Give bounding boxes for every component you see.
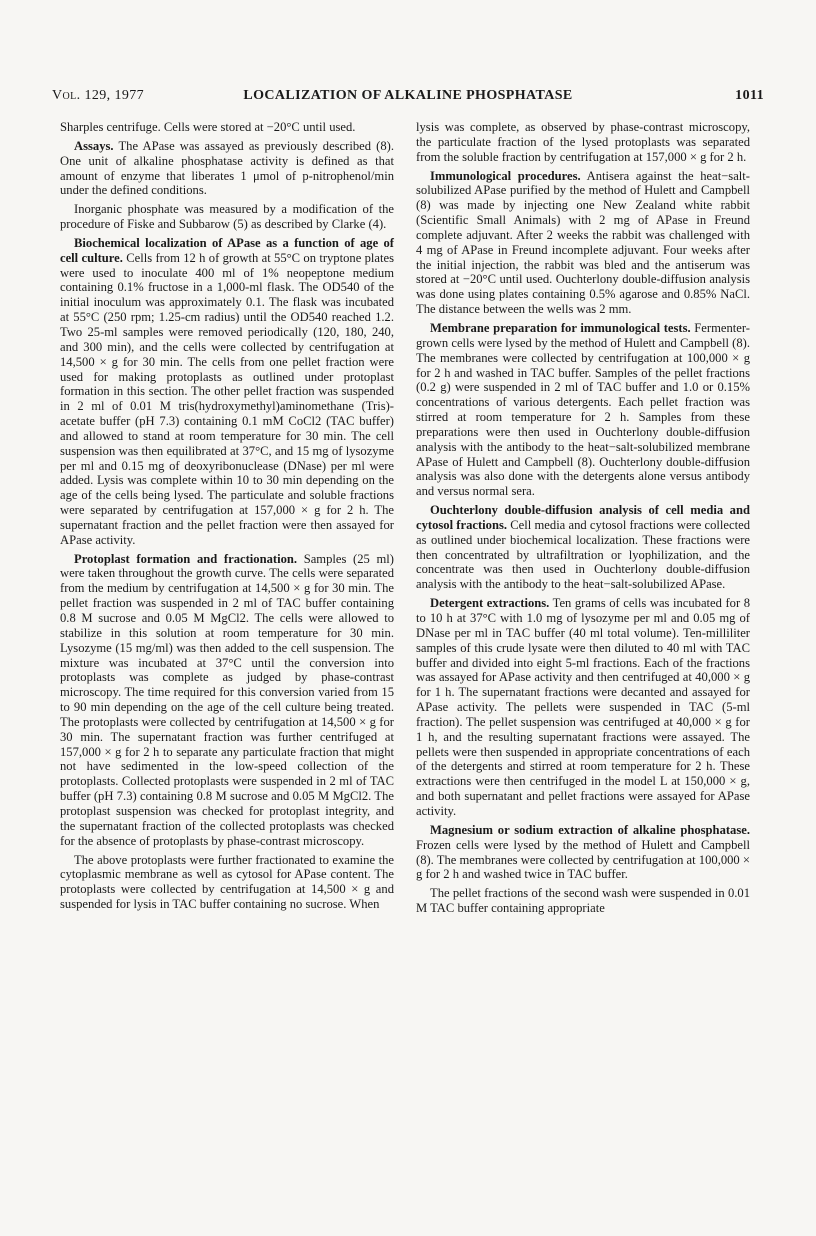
paragraph-text: Cell media and cytosol fractions were collected as outlined under biochemical localization. These fractions were then concentrated by ultrafiltration or lyophilization, and the concentrate was then used in Ouchterlony double-diffusion analysis with the antibody to the heat−salt-solubilized APase. [416, 517, 750, 592]
paragraph-text: The above protoplasts were further fractionated to examine the cytoplasmic membrane as well as cytosol for APase content. The protoplasts were collected by centrifugation at 14,500 × g and suspended for lysis in TAC buffer containing no sucrose. When [60, 852, 394, 912]
paragraph [416, 886, 750, 916]
paragraph-heading: Biochemical localization of APase as a function of age of cell culture. [60, 235, 394, 265]
paragraph-text: The APase was assayed as previously described (8). One unit of alkaline phosphatase activity is defined as that amount of enzyme that liberates 1 μmol of p-nitrophenol/min under the defined conditions. [60, 138, 394, 198]
paragraph-text: Antisera against the heat−salt-solubilized APase purified by the method of Hulett and Campbell (8) was made by injecting one New Zealand white rabbit (Scientific Small Animals) with 2 mg of APase in Freund complete adjuvant. After 2 weeks the rabbit was challenged with 4 mg of APase in Freund incomplete adjuvant. Four weeks after the initial injection, the rabbit was bled and the antiserum was stored at −20°C until used. Ouchterlony double-diffusion analysis was done using plates containing 0.5% agarose and 0.85% NaCl. The distance between the wells was 2 mm. [416, 168, 750, 317]
running-title: LOCALIZATION OF ALKALINE PHOSPHATASE [243, 88, 573, 103]
paragraph [416, 823, 750, 882]
paragraph [60, 552, 394, 849]
paragraph-heading: Detergent extractions. [430, 596, 550, 611]
paragraph-text: Sharples centrifuge. Cells were stored at −20°C until used. [60, 120, 356, 134]
paragraph [416, 503, 750, 592]
paragraph [60, 236, 394, 548]
paragraph-heading: Immunological procedures. [430, 168, 581, 183]
paragraph-heading: Ouchterlony double-diffusion analysis of cell media and cytosol fractions. [416, 503, 750, 532]
paragraph-text: Cells from 12 h of growth at 55°C on tryptone plates were used to inoculate 400 ml of 1% neopeptone medium containing 0.1% fructose in a 1,000-ml flask. The OD540 of the initial inoculum was approximately 0.1. The flask was incubated at 55°C (250 rpm; 1.25-cm radius) until the OD540 reached 1.2. Two 25-ml samples were removed periodically (120, 180, 240, and 300 min), and the cells were collected by centrifugation at 14,500 × g for 30 min. The cells from one pellet fraction were used for making protoplasts as outlined under protoplast formation in this section. The other pellet fraction was suspended in 2 ml of 0.01 M tris(hydroxymethyl)aminomethane (Tris)-acetate buffer (pH 7.3) containing 0.1 mM CoCl2 (TAC buffer) and allowed to stand at room temperature for 30 min. The cell suspension was then equilibrated at 37°C, and 15 mg of lysozyme per ml and 0.15 mg of deoxyribonuclease (DNase) per ml were added. Lysis was complete within 10 to 30 min depending on the age of the cells being lysed. The particulate and soluble fractions were separated by centrifugation at 157,000 × g for 2 h. The supernatant fraction and the pellet fraction were then assayed for APase activity. [60, 250, 394, 547]
paragraph-heading: Magnesium or sodium extraction of alkaline phosphatase. [430, 822, 750, 837]
page-number: 1011 [735, 88, 764, 103]
paragraph [416, 321, 750, 499]
paragraph-text: Fermenter-grown cells were lysed by the method of Hulett and Campbell (8). The membranes were collected by centrifugation at 100,000 × g for 2 h and washed in TAC buffer. Samples of the pellet fractions (0.2 g) were suspended in 2 ml of TAC buffer and 1.0 or 0.15% concentrations of various detergents. Each pellet fraction was stirred at room temperature for 2 h. Samples from these preparations were then used in Ouchterlony double-diffusion analysis with the antibody to the heat−salt-solubilized membrane APase of Hulett and Campbell (8). Ouchterlony double-diffusion analysis was also done with the detergents alone versus antibody and versus normal sera. [416, 320, 750, 499]
right-column [416, 120, 750, 920]
paragraph [60, 120, 394, 135]
paragraph [60, 853, 394, 912]
paragraph-heading: Protoplast formation and fractionation. [74, 551, 298, 566]
paragraph-text: The pellet fractions of the second wash were suspended in 0.01 M TAC buffer containing appropriate [416, 886, 750, 916]
paragraph [416, 169, 750, 317]
paragraph [416, 596, 750, 819]
paragraph-heading: Membrane preparation for immunological tests. [430, 320, 691, 335]
paragraph [60, 139, 394, 198]
paragraph [416, 120, 750, 165]
paragraph-text: lysis was complete, as observed by phase-contrast microscopy, the particulate fraction of the lysed protoplasts was separated from the soluble fraction by centrifugation at 157,000 × g for 2 h. [416, 120, 750, 164]
paragraph-text: Samples (25 ml) were taken throughout the growth curve. The cells were separated from the medium by centrifugation at 14,500 × g for 30 min. The pellet fraction was suspended in 2 ml of TAC buffer containing 0.8 M sucrose and 0.05 M MgCl2. The cells were allowed to stabilize in this solution at room temperature for 30 min. Lysozyme (15 mg/ml) was then added to the cell suspension. The mixture was incubated at 37°C until the conversion into protoplasts was complete as judged by phase-contrast microscopy. The time required for this conversion varied from 15 to 90 min depending on the age of the cell culture being treated. The protoplasts were collected by centrifugation at 14,500 × g for 30 min. The supernatant fraction was further centrifuged at 157,000 × g for 2 h to separate any particulate fraction that might not have sedimented in the low-speed collection of the protoplasts. Collected protoplasts were suspended in 2 ml of TAC buffer (pH 7.3) containing 0.8 M sucrose and 0.05 M MgCl2. The protoplast suspension was checked for protoplast integrity, and the supernatant fraction of the collected protoplasts was checked for the absence of protoplasts by phase-contrast microscopy. [60, 551, 394, 848]
paragraph-heading: Assays. [74, 138, 114, 153]
paragraph-text: Inorganic phosphate was measured by a modification of the procedure of Fiske and Subbarow (5) as described by Clarke (4). [60, 202, 394, 232]
paragraph-text: Frozen cells were lysed by the method of Hulett and Campbell (8). The membranes were collected by centrifugation at 100,000 × g for 2 h and washed twice in TAC buffer. [416, 837, 750, 882]
running-header [52, 88, 764, 110]
paragraph-text: Ten grams of cells was incubated for 8 to 10 h at 37°C with 1.0 mg of lysozyme per ml and 0.05 mg of DNase per ml in TAC buffer (40 ml total volume). Ten-milliliter samples of this crude lysate were then diluted to 40 ml with TAC buffer and divided into eight 5-ml fractions. Each of the fractions was assayed for APase activity and then centrifuged at 40,000 × g for 1 h. The supernatant fractions were decanted and assayed for APase activity. The pellets were suspended in TAC (5-ml fraction). The pellet suspension was centrifuged at 40,000 × g for 1 h, and the resulting supernatant fractions were assayed. The pellets were then suspended in appropriate concentrations of each of the detergents and stirred at room temperature for 2 h. These extractions were then centrifuged in the model L at 150,000 × g, and both supernatant and pellet fractions were assayed for APase activity. [416, 596, 751, 818]
journal-volume: Vol. 129, 1977 [52, 88, 145, 103]
left-column [60, 120, 394, 916]
paragraph [60, 202, 394, 232]
